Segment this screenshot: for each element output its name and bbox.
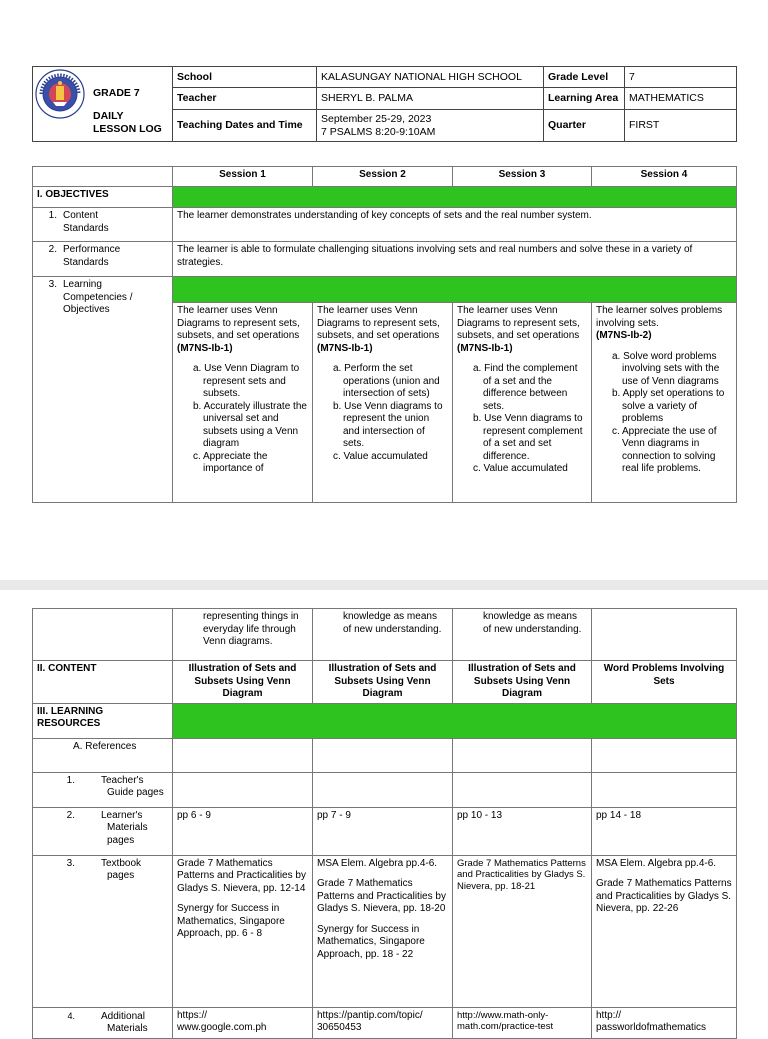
learners-materials-num: 2.	[66, 809, 75, 821]
textbook-num: 3.	[66, 857, 75, 869]
competency-s3-code: (M7NS-Ib-1)	[457, 342, 513, 354]
references-s3	[453, 738, 592, 772]
references-s4	[592, 738, 737, 772]
textbook-label-1: Textbook	[101, 857, 142, 869]
references-label: A. References	[33, 738, 173, 772]
textbook-s3	[453, 855, 592, 1007]
textbook-s4-b: Grade 7 Mathematics Patterns and Practicalities by Gladys S. Nievera, pp. 22-26	[596, 878, 732, 914]
teacher-value: SHERYL B. PALMA	[317, 88, 544, 110]
additional-materials-s1: https:// www.google.com.ph	[173, 1007, 313, 1038]
competency-s4-list	[596, 351, 732, 476]
competency-session-3	[453, 303, 592, 503]
additional-materials-num: 4.	[67, 1010, 75, 1021]
competency-s1-list	[177, 363, 308, 476]
dates-value-line-2: 7 PSALMS 8:20-9:10AM	[321, 125, 436, 138]
learners-materials-s1: pp 6 - 9	[173, 807, 313, 855]
competency-s2-item-b: b. Use Venn diagrams to represent the union and intersection of sets.	[333, 400, 443, 449]
teachers-guide-s1	[173, 772, 313, 807]
competency-s1-item-b: b. Accurately illustrate the universal set and subsets using a Venn diagram	[193, 400, 307, 449]
performance-standards-label	[33, 242, 173, 277]
competency-s3-continued	[453, 609, 592, 661]
competency-s2-code: (M7NS-Ib-1)	[317, 342, 373, 354]
learning-area-value: MATHEMATICS	[625, 88, 737, 110]
competency-s4-item-a: a. Solve word problems involving sets with the use of Venn diagrams	[612, 350, 720, 387]
competencies-green-band	[173, 277, 737, 303]
competency-s2-c-cont: knowledge as means of new understanding.	[343, 611, 442, 635]
textbook-s1-b: Synergy for Success in Mathematics, Singapore Approach, pp. 6 - 8	[177, 903, 285, 939]
additional-materials-label-2: Materials	[107, 1023, 148, 1034]
dates-value-line-1: September 25-29, 2023	[321, 113, 432, 125]
document-page-2	[0, 590, 768, 1034]
competency-s4-item-b: b. Apply set operations to solve a variety of problems	[612, 388, 725, 424]
content-session-1: Illustration of Sets and Subsets Using Venn Diagram	[173, 661, 313, 704]
resources-heading-2: RESOURCES	[37, 718, 101, 729]
learners-materials-label-1: Learner's	[101, 809, 143, 821]
resources-green-band	[173, 703, 737, 738]
lesson-log-label: LESSON LOG	[93, 123, 162, 135]
performance-standards-num: 2.	[48, 244, 57, 255]
textbook-s3-a: Grade 7 Mathematics Patterns and Practicalities by Gladys S. Nievera, pp. 18-21	[457, 857, 586, 892]
competency-s1-item-c: c. Appreciate the importance of	[193, 450, 268, 474]
learners-materials-label	[33, 807, 173, 855]
competency-session-4	[592, 303, 737, 503]
header-logo-cell	[33, 67, 173, 142]
textbook-s2-c: Synergy for Success in Mathematics, Singapore Approach, pp. 18 - 22	[317, 923, 425, 960]
teachers-guide-label-2: Guide pages	[107, 787, 164, 798]
teachers-guide-s2	[313, 772, 453, 807]
learners-materials-s2: pp 7 - 9	[313, 807, 453, 855]
session-2-header: Session 2	[313, 167, 453, 187]
competencies-label-3: Objectives	[63, 304, 110, 315]
lesson-table-part-2	[32, 608, 737, 1039]
objectives-heading: I. OBJECTIVES	[33, 187, 173, 208]
competency-s1-c-cont: representing things in everyday life through Venn diagrams.	[203, 611, 299, 647]
dates-label: Teaching Dates and Time	[173, 110, 317, 142]
content-standards-num: 1.	[48, 210, 57, 221]
performance-standards-label-1: Performance	[63, 244, 121, 255]
additional-materials-s2: https://pantip.com/topic/ 30650453	[313, 1007, 453, 1038]
competency-s3-item-b: b. Use Venn diagrams to represent complement of a set and set difference.	[473, 413, 583, 462]
competency-s4-item-c: c. Appreciate the use of Venn diagrams in connection to solving real life problems.	[612, 425, 717, 474]
performance-standards-text: The learner is able to formulate challenging situations involving sets and real numbers and solve these in a variety of strategies.	[173, 242, 737, 277]
competency-s2-item-a: a. Perform the set operations (union and intersection of sets)	[333, 363, 440, 399]
competency-s3-item-a: a. Find the complement of a set and the difference between sets.	[473, 363, 578, 412]
content-session-3: Illustration of Sets and Subsets Using Venn Diagram	[453, 661, 592, 704]
competency-s3-item-c: c. Value accumulated	[473, 463, 568, 474]
additional-materials-label	[33, 1007, 173, 1038]
competency-session-2	[313, 303, 453, 503]
competency-s1-intro: The learner uses Venn Diagrams to represent sets, subsets, and set operations	[177, 305, 300, 341]
competency-session-1	[173, 303, 313, 503]
resources-heading-1: III. LEARNING	[37, 705, 104, 717]
additional-materials-label-1: Additional	[101, 1010, 145, 1022]
content-standards-label-2: Standards	[63, 222, 109, 234]
session-1-header: Session 1	[173, 167, 313, 187]
competency-s2-item-c: c. Value accumulated	[333, 450, 428, 462]
teacher-label: Teacher	[173, 88, 317, 110]
teachers-guide-s3	[453, 772, 592, 807]
competency-s2-list	[317, 363, 448, 463]
quarter-value: FIRST	[625, 110, 737, 142]
daily-label: DAILY	[93, 110, 124, 122]
content-session-2: Illustration of Sets and Subsets Using Venn Diagram	[313, 661, 453, 704]
learners-materials-label-3: pages	[107, 834, 135, 846]
teachers-guide-num: 1.	[66, 774, 75, 786]
content-standards-label-1: Content	[63, 210, 99, 221]
performance-standards-label-2: Standards	[63, 256, 109, 268]
textbook-s4-a: MSA Elem. Algebra pp.4-6.	[596, 857, 717, 869]
grade-label: GRADE 7	[93, 87, 140, 99]
competency-s4-continued	[592, 609, 737, 661]
session-3-header: Session 3	[453, 167, 592, 187]
header-table	[32, 66, 737, 142]
textbook-s4	[592, 855, 737, 1007]
teachers-guide-label-1: Teacher's	[101, 774, 144, 786]
content-heading: II. CONTENT	[33, 661, 173, 704]
textbook-label	[33, 855, 173, 1007]
content-session-4: Word Problems Involving Sets	[592, 661, 737, 704]
additional-materials-s3: http://www.math-only- math.com/practice-test	[453, 1007, 592, 1038]
competency-s2-continued	[313, 609, 453, 661]
competency-s4-intro: The learner solves problems involving sets.	[596, 305, 723, 329]
competency-s1-continued	[173, 609, 313, 661]
learners-materials-s4: pp 14 - 18	[592, 807, 737, 855]
deped-seal-icon	[35, 69, 85, 119]
corner-cell	[33, 167, 173, 187]
content-standards-label	[33, 208, 173, 242]
school-label: School	[173, 67, 317, 88]
competency-s1-item-a: a. Use Venn Diagram to represent sets and subsets.	[193, 363, 300, 399]
dates-value	[317, 110, 544, 142]
learning-area-label: Learning Area	[544, 88, 625, 110]
quarter-label: Quarter	[544, 110, 625, 142]
textbook-s1-a: Grade 7 Mathematics Patterns and Practicalities by Gladys S. Nievera, pp. 12-14	[177, 857, 306, 894]
competencies-label-1: Learning	[63, 279, 102, 290]
teachers-guide-s4	[592, 772, 737, 807]
additional-materials-s4: http:// passworldofmathematics	[592, 1007, 737, 1038]
competencies-label-2: Competencies /	[63, 291, 133, 303]
learners-materials-s3: pp 10 - 13	[453, 807, 592, 855]
competency-s3-c-cont: knowledge as means of new understanding.	[483, 611, 582, 635]
lesson-table-part-1	[32, 166, 737, 503]
grade-level-value: 7	[625, 67, 737, 88]
competency-s1-code: (M7NS-Ib-1)	[177, 342, 233, 354]
textbook-label-2: pages	[107, 870, 135, 881]
competencies-label	[33, 277, 173, 503]
textbook-s2-a: MSA Elem. Algebra pp.4-6.	[317, 857, 438, 869]
competency-s4-code: (M7NS-Ib-2)	[596, 330, 652, 341]
school-value: KALASUNGAY NATIONAL HIGH SCHOOL	[317, 67, 544, 88]
competencies-num: 3.	[48, 279, 57, 290]
resources-heading	[33, 703, 173, 738]
references-s1	[173, 738, 313, 772]
content-standards-text: The learner demonstrates understanding of key concepts of sets and the real number system.	[173, 208, 737, 242]
textbook-s2	[313, 855, 453, 1007]
competency-s3-list	[457, 363, 587, 476]
continued-label-cell	[33, 609, 173, 661]
competency-s2-intro: The learner uses Venn Diagrams to represent sets, subsets, and set operations	[317, 305, 440, 341]
competency-s3-intro: The learner uses Venn Diagrams to represent sets, subsets, and set operations	[457, 305, 580, 341]
grade-level-label: Grade Level	[544, 67, 625, 88]
references-s2	[313, 738, 453, 772]
objectives-green-band	[173, 187, 737, 208]
teachers-guide-label	[33, 772, 173, 807]
textbook-s2-b: Grade 7 Mathematics Patterns and Practicalities by Gladys S. Nievera, pp. 18-20	[317, 878, 446, 914]
session-4-header: Session 4	[592, 167, 737, 187]
textbook-s1	[173, 855, 313, 1007]
learners-materials-label-2: Materials	[107, 822, 148, 833]
